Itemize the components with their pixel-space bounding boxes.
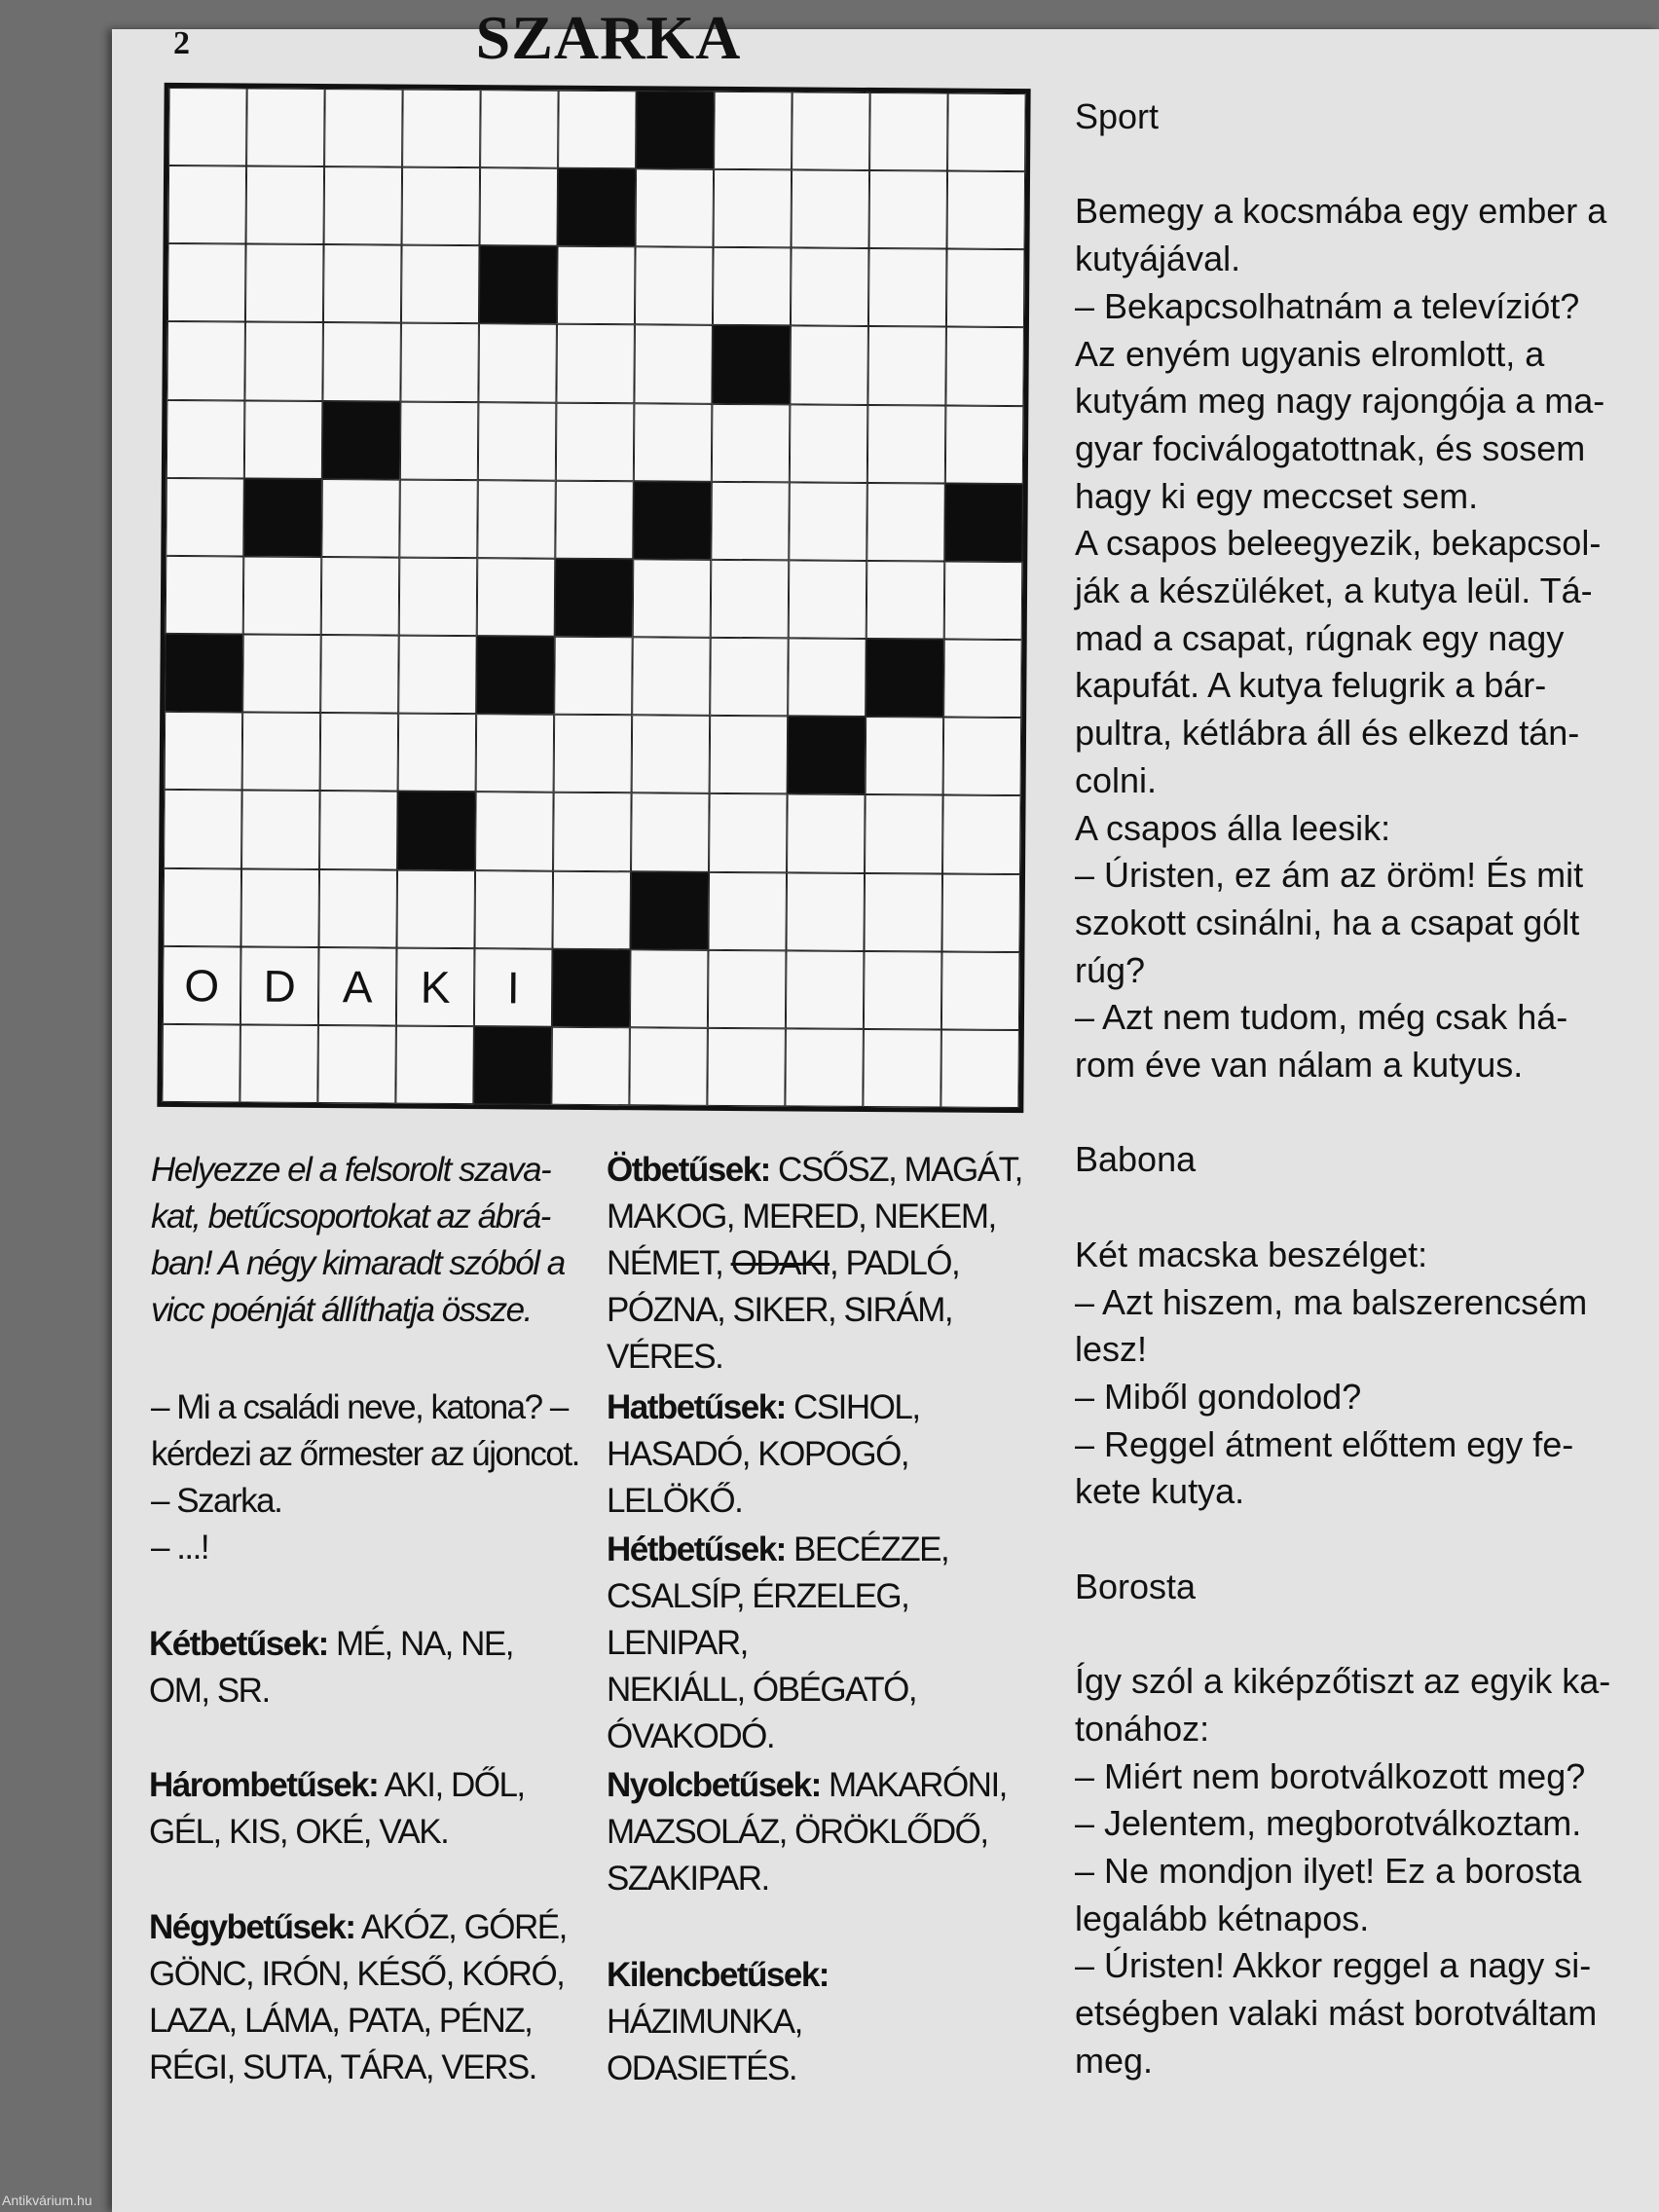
grid-cell[interactable]: [944, 561, 1023, 640]
story-line: meg.: [1075, 2040, 1154, 2081]
story-line: – Miből gondolod?: [1075, 1376, 1362, 1417]
joke-line: – Szarka.: [151, 1482, 282, 1520]
grid-black-cell: [555, 559, 634, 638]
grid-cell[interactable]: [869, 92, 948, 171]
word-list: MÉ, NA, NE,: [327, 1625, 513, 1663]
word-list: CSALSÍP, ÉRZELEG, LENIPAR,: [607, 1577, 909, 1662]
grid-cell[interactable]: [710, 638, 789, 717]
grid-cell[interactable]: [166, 478, 244, 557]
word-list: LAZA, LÁMA, PATA, PÉNZ,: [149, 2002, 533, 2040]
instruction-line: vicc poénját állíthatja össze.: [151, 1291, 532, 1329]
grid-cell[interactable]: [321, 479, 400, 558]
grid-cell[interactable]: [166, 400, 245, 479]
word-list: SZAKIPAR.: [607, 1860, 769, 1898]
story-line: – Azt hiszem, ma balszerencsém: [1075, 1281, 1588, 1322]
grid-cell[interactable]: [243, 556, 322, 635]
word-group-label: Ötbetűsek:: [607, 1151, 770, 1189]
grid-cell[interactable]: [244, 322, 323, 401]
joke-setup: [151, 1384, 579, 1571]
grid-cell[interactable]: [400, 323, 479, 402]
word-group-7-letter: [607, 1527, 1045, 1760]
grid-cell[interactable]: [786, 872, 865, 951]
grid-black-cell: [397, 792, 476, 870]
grid-cell[interactable]: [792, 92, 870, 170]
grid-cell[interactable]: [317, 1025, 396, 1104]
grid-cell[interactable]: [246, 88, 325, 166]
story-line: rom éve van nálam a kutyus.: [1075, 1045, 1524, 1086]
story-line: – Miért nem borotválkozott meg?: [1075, 1755, 1586, 1796]
story-line: szokott csinálni, ha a csapat gólt: [1075, 902, 1580, 942]
word-list: MAZSOLÁZ, ÖRÖKLŐDŐ,: [607, 1813, 988, 1851]
word-group-5-letter: [607, 1147, 1045, 1381]
grid-cell[interactable]: [790, 326, 868, 405]
grid-cell[interactable]: [478, 324, 557, 403]
story-sport: [1075, 188, 1620, 1088]
story-line: – Ne mondjon ilyet! Ez a borosta: [1075, 1850, 1582, 1891]
grid-cell[interactable]: [869, 170, 948, 249]
grid-cell[interactable]: [791, 248, 869, 327]
grid-cell[interactable]: [789, 560, 867, 639]
grid-cell[interactable]: [707, 1028, 786, 1107]
grid-cell[interactable]: [634, 403, 713, 482]
grid-cell[interactable]: [478, 402, 557, 481]
word-group-label: Nyolcbetűsek:: [607, 1766, 821, 1804]
grid-cell[interactable]: [788, 638, 866, 717]
grid-cell[interactable]: [321, 557, 400, 636]
word-group-8-letter: [607, 1762, 1045, 1902]
story-line: A csapos álla leesik:: [1075, 807, 1391, 848]
word-list: GÖNC, IRÓN, KÉSŐ, KÓRÓ,: [149, 1955, 565, 1993]
grid-cell[interactable]: [556, 324, 635, 403]
word-group-9-letter: [607, 1952, 1045, 2092]
grid-cell[interactable]: [943, 718, 1022, 796]
word-list: RÉGI, SUTA, TÁRA, VERS.: [149, 2048, 536, 2086]
story-heading: Babona: [1075, 1139, 1197, 1180]
story-line: A csapos beleegyezik, bekapcsol-: [1075, 523, 1602, 564]
story-line: pultra, kétlábra áll és elkezd tán-: [1075, 713, 1580, 754]
grid-cell[interactable]: [396, 869, 475, 948]
grid-cell[interactable]: [558, 91, 637, 169]
story-line: kapufát. A kutya felugrik a bár-: [1075, 665, 1547, 706]
word-list: CSŐSZ, MAGÁT,: [769, 1151, 1022, 1189]
story-borosta: [1075, 1658, 1620, 2084]
grid-cell[interactable]: [320, 713, 399, 792]
grid-cell[interactable]: [400, 401, 479, 480]
grid-cell[interactable]: [714, 169, 793, 248]
grid-cell[interactable]: K: [396, 947, 475, 1026]
word-list: GÉL, KIS, OKÉ, VAK.: [149, 1813, 449, 1851]
word-group-label: Kilencbetűsek:: [607, 1956, 829, 1994]
grid-cell[interactable]: [708, 950, 787, 1029]
grid-cell[interactable]: [713, 247, 792, 326]
grid-cell[interactable]: [163, 867, 241, 946]
grid-cell[interactable]: [241, 791, 320, 869]
grid-black-cell: [788, 717, 866, 795]
grid-cell[interactable]: [555, 480, 634, 559]
word-group-label: Négybetűsek:: [149, 1908, 355, 1946]
puzzle-title: SZARKA: [475, 3, 742, 72]
story-line: Bemegy a kocsmába egy ember a: [1075, 191, 1607, 232]
word-list: BECÉZZE,: [785, 1530, 949, 1568]
grid-cell[interactable]: [866, 561, 945, 640]
grid-cell[interactable]: [863, 1029, 941, 1108]
watermark: Antikvárium.hu: [2, 2193, 92, 2208]
story-line: – Jelentem, megborotválkoztam.: [1075, 1803, 1582, 1844]
grid-cell[interactable]: [480, 90, 559, 168]
grid-cell[interactable]: [474, 870, 553, 949]
grid-cell[interactable]: [866, 717, 944, 795]
story-line: – Bekapcsolhatnám a televíziót?: [1075, 285, 1580, 326]
grid-cell[interactable]: [789, 482, 867, 561]
grid-cell[interactable]: [245, 244, 324, 323]
grid-cell[interactable]: [633, 559, 712, 638]
grid-cell[interactable]: [947, 171, 1026, 250]
grid-cell[interactable]: [319, 791, 398, 869]
grid-black-cell: [476, 636, 555, 715]
word-group-4-letter: [149, 1904, 568, 2091]
grid-cell[interactable]: [167, 243, 246, 322]
grid-black-cell: [636, 91, 715, 169]
grid-cell[interactable]: [402, 167, 481, 246]
grid-black-cell: [558, 168, 637, 247]
stories-column: [1075, 93, 1620, 2084]
grid-cell[interactable]: [945, 327, 1024, 406]
grid-cell[interactable]: [710, 716, 789, 794]
grid-cell[interactable]: [246, 166, 325, 245]
story-line: gyar fociválogatottnak, és sosem: [1075, 427, 1586, 468]
grid-cell[interactable]: [162, 1024, 240, 1103]
story-heading: Borosta: [1075, 1566, 1197, 1606]
crossword-grid: [157, 83, 1030, 1113]
grid-cell[interactable]: [244, 400, 323, 479]
story-line: rúg?: [1075, 949, 1146, 990]
story-line: lesz!: [1075, 1329, 1148, 1370]
word-list: ÓVAKODÓ.: [607, 1717, 775, 1755]
word-list: ODASIETÉS.: [607, 2049, 797, 2087]
grid-cell[interactable]: [943, 640, 1022, 719]
puzzle-instructions: [151, 1147, 570, 1334]
word-list: AKÓZ, GÓRÉ,: [354, 1908, 567, 1946]
grid-cell[interactable]: [792, 170, 870, 249]
grid-black-cell: [944, 483, 1023, 562]
grid-cell[interactable]: [864, 872, 942, 951]
story-line: Így szól a kiképzőtiszt az egyik ka-: [1075, 1661, 1611, 1702]
grid-cell[interactable]: I: [474, 948, 553, 1027]
grid-cell[interactable]: [166, 321, 245, 400]
grid-cell[interactable]: [165, 712, 243, 791]
grid-cell[interactable]: [552, 870, 631, 949]
word-list: PÓZNA, SIKER, SIRÁM, VÉRES.: [607, 1291, 953, 1376]
word-group-label: Kétbetűsek:: [149, 1625, 328, 1663]
story-line: Az enyém ugyanis elromlott, a: [1075, 333, 1545, 374]
instruction-line: ban! A négy kimaradt szóból a: [151, 1244, 565, 1282]
story-babona: [1075, 1232, 1620, 1516]
word-list: NÉMET,: [607, 1244, 731, 1282]
grid-cell[interactable]: [635, 247, 714, 326]
story-line: tonához:: [1075, 1708, 1210, 1749]
word-group-3-letter: [149, 1762, 568, 1856]
grid-cell[interactable]: [947, 93, 1026, 172]
grid-cell[interactable]: [866, 483, 945, 562]
grid-cell[interactable]: [787, 794, 866, 873]
story-line: legalább kétnapos.: [1075, 1898, 1370, 1938]
grid-cell[interactable]: [168, 88, 247, 166]
grid-cell[interactable]: [480, 167, 559, 246]
grid-cell[interactable]: [556, 402, 635, 481]
grid-cell[interactable]: [398, 714, 477, 793]
word-list: HÁZIMUNKA,: [607, 2003, 802, 2041]
grid-cell[interactable]: [941, 873, 1020, 952]
story-line: etségben valaki mást borotváltam: [1075, 1993, 1598, 2034]
word-list: CSIHOL,: [785, 1388, 920, 1426]
grid-cell[interactable]: [475, 793, 554, 871]
grid-black-cell: [552, 948, 631, 1027]
grid-cell[interactable]: D: [240, 946, 319, 1025]
story-line: mad a csapat, rúgnak egy nagy: [1075, 617, 1565, 658]
grid-cell[interactable]: [240, 868, 319, 947]
word-group-label: Hárombetűsek:: [149, 1766, 379, 1804]
story-heading: Sport: [1075, 96, 1160, 136]
grid-cell[interactable]: [557, 246, 636, 325]
grid-cell[interactable]: [864, 951, 942, 1030]
word-list: OM, SR.: [149, 1672, 270, 1710]
grid-cell[interactable]: [712, 403, 791, 482]
grid-cell[interactable]: [709, 793, 788, 872]
grid-cell[interactable]: [940, 1029, 1019, 1108]
joke-line: – Mi a családi neve, katona? –: [151, 1388, 568, 1426]
joke-line: kérdezi az őrmester az újoncot.: [151, 1435, 579, 1473]
story-line: – Úristen! Akkor reggel a nagy si-: [1075, 1945, 1592, 1986]
struck-word: ODAKI: [730, 1244, 830, 1282]
grid-cell[interactable]: [629, 1027, 708, 1106]
story-line: – Úristen, ez ám az öröm! És mit: [1075, 855, 1584, 896]
grid-cell[interactable]: [632, 715, 711, 793]
grid-cell[interactable]: [711, 482, 790, 561]
word-group-label: Hétbetűsek:: [607, 1530, 786, 1568]
grid-cell[interactable]: [867, 326, 946, 405]
grid-cell[interactable]: [551, 1027, 630, 1106]
grid-cell[interactable]: [476, 714, 555, 793]
grid-cell[interactable]: [166, 556, 244, 635]
grid-cell[interactable]: [399, 558, 478, 637]
grid-cell[interactable]: O: [163, 946, 241, 1025]
grid-black-cell: [473, 1026, 552, 1105]
grid-cell[interactable]: [324, 166, 403, 245]
story-line: – Reggel átment előttem egy fe-: [1075, 1423, 1574, 1464]
grid-cell[interactable]: [554, 715, 633, 793]
story-line: hagy ki egy meccset sem.: [1075, 475, 1479, 516]
grid-black-cell: [630, 871, 709, 950]
grid-cell[interactable]: [240, 1024, 318, 1103]
grid-cell[interactable]: [477, 480, 556, 559]
grid-cell[interactable]: [553, 793, 632, 871]
grid-cell[interactable]: [632, 637, 711, 716]
story-line: ják a készüléket, a kutya leül. Tá-: [1075, 571, 1593, 611]
grid-black-cell: [243, 478, 322, 557]
grid-cell[interactable]: [631, 793, 710, 872]
grid-cell[interactable]: [636, 168, 715, 247]
grid-cell[interactable]: [242, 713, 321, 792]
word-list: NEKIÁLL, ÓBÉGATÓ,: [607, 1671, 917, 1709]
story-line: kete kutya.: [1075, 1471, 1245, 1512]
grid-cell[interactable]: [477, 558, 556, 637]
word-list: MAKARÓNI,: [820, 1766, 1007, 1804]
grid-cell[interactable]: [634, 325, 713, 404]
grid-black-cell: [479, 245, 558, 324]
story-line: kutyájával.: [1075, 239, 1241, 279]
page-number: 2: [173, 25, 190, 61]
word-list: HASADÓ, KOPOGÓ, LELÖKŐ.: [607, 1435, 909, 1520]
grid-cell[interactable]: [946, 249, 1025, 328]
grid-cell[interactable]: [867, 405, 946, 484]
grid-cell[interactable]: [242, 635, 321, 714]
grid-cell[interactable]: [865, 794, 943, 873]
grid-cell[interactable]: [941, 951, 1020, 1030]
story-line: colni.: [1075, 759, 1158, 800]
grid-cell[interactable]: [318, 869, 397, 948]
grid-cell[interactable]: A: [318, 947, 397, 1026]
grid-cell[interactable]: [168, 166, 247, 244]
word-list: MAKOG, MERED, NEKEM,: [607, 1198, 996, 1235]
grid-cell[interactable]: [402, 90, 481, 168]
story-line: – Azt nem tudom, még csak há-: [1075, 997, 1568, 1038]
story-line: kutyám meg nagy rajongója a ma-: [1075, 381, 1605, 422]
grid-cell[interactable]: [868, 248, 947, 327]
grid-cell[interactable]: [786, 950, 865, 1029]
grid-black-cell: [633, 481, 712, 560]
grid-cell[interactable]: [790, 404, 868, 483]
grid-cell[interactable]: [395, 1025, 474, 1104]
grid-cell[interactable]: [554, 637, 633, 716]
grid-cell[interactable]: [401, 245, 480, 324]
grid-cell[interactable]: [164, 790, 242, 868]
grid-black-cell: [165, 634, 243, 713]
joke-line: – ...!: [151, 1529, 209, 1567]
grid-black-cell: [712, 325, 791, 404]
grid-cell[interactable]: [398, 636, 477, 715]
word-group-6-letter: [607, 1384, 1045, 1525]
instruction-line: Helyezze el a felsorolt szava-: [151, 1151, 551, 1189]
grid-cell[interactable]: [322, 323, 401, 402]
grid-cell[interactable]: [708, 871, 787, 950]
grid-cell[interactable]: [324, 89, 403, 167]
word-group-2-letter: [149, 1621, 568, 1714]
grid-black-cell: [866, 639, 944, 718]
word-group-label: Hatbetűsek:: [607, 1388, 786, 1426]
grid-cell[interactable]: [323, 244, 402, 323]
grid-cell[interactable]: [711, 560, 790, 639]
grid-cell[interactable]: [630, 949, 709, 1028]
grid-cell[interactable]: [945, 405, 1024, 484]
word-list: , PADLÓ,: [830, 1244, 960, 1282]
grid-cell[interactable]: [714, 92, 793, 170]
word-list: AKI, DŐL,: [378, 1766, 525, 1804]
grid-cell[interactable]: [320, 635, 399, 714]
instruction-line: kat, betűcsoportokat az ábrá-: [151, 1198, 550, 1235]
grid-cell[interactable]: [942, 795, 1021, 874]
story-line: Két macska beszélget:: [1075, 1234, 1428, 1274]
grid-cell[interactable]: [399, 479, 478, 558]
grid-black-cell: [322, 401, 401, 480]
grid-cell[interactable]: [785, 1028, 864, 1107]
